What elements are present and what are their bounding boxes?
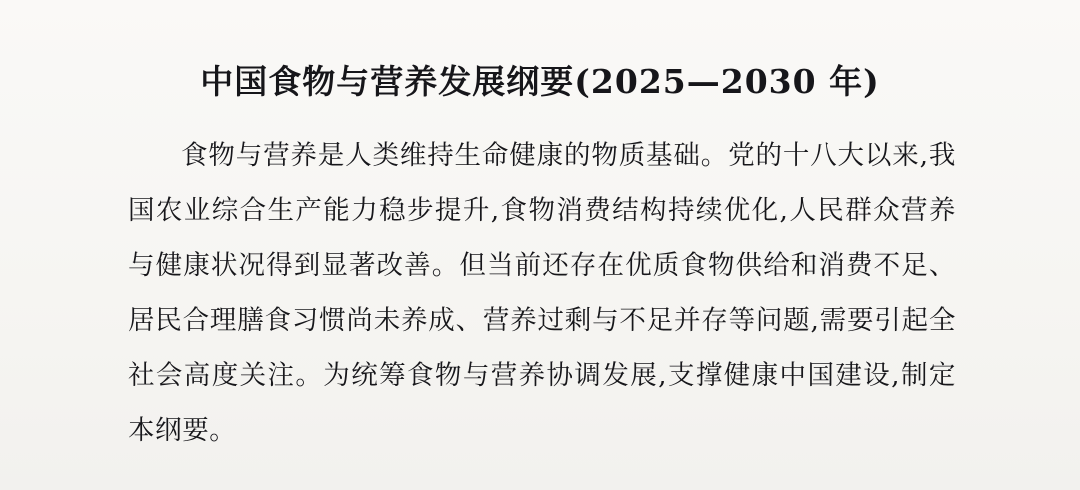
page-title: 中国食物与营养发展纲要(2025—2030 年): [200, 62, 880, 102]
paragraph: 食物与营养是人类维持生命健康的物质基础。党的十八大以来,我国农业综合生产能力稳步提升,食物消费结构持续优化,人民群众营养与健康状况得到显著改善。但当前还存在优质食物供给和消费不足、居民合理膳食习惯尚未养成、营养过剩与不足并存等问题,需要引起全社会高度关注。为统筹食物与营养协调发展,支撑健康中国建设,制定本纲要。: [128, 140, 956, 446]
document-body: [128, 128, 956, 458]
